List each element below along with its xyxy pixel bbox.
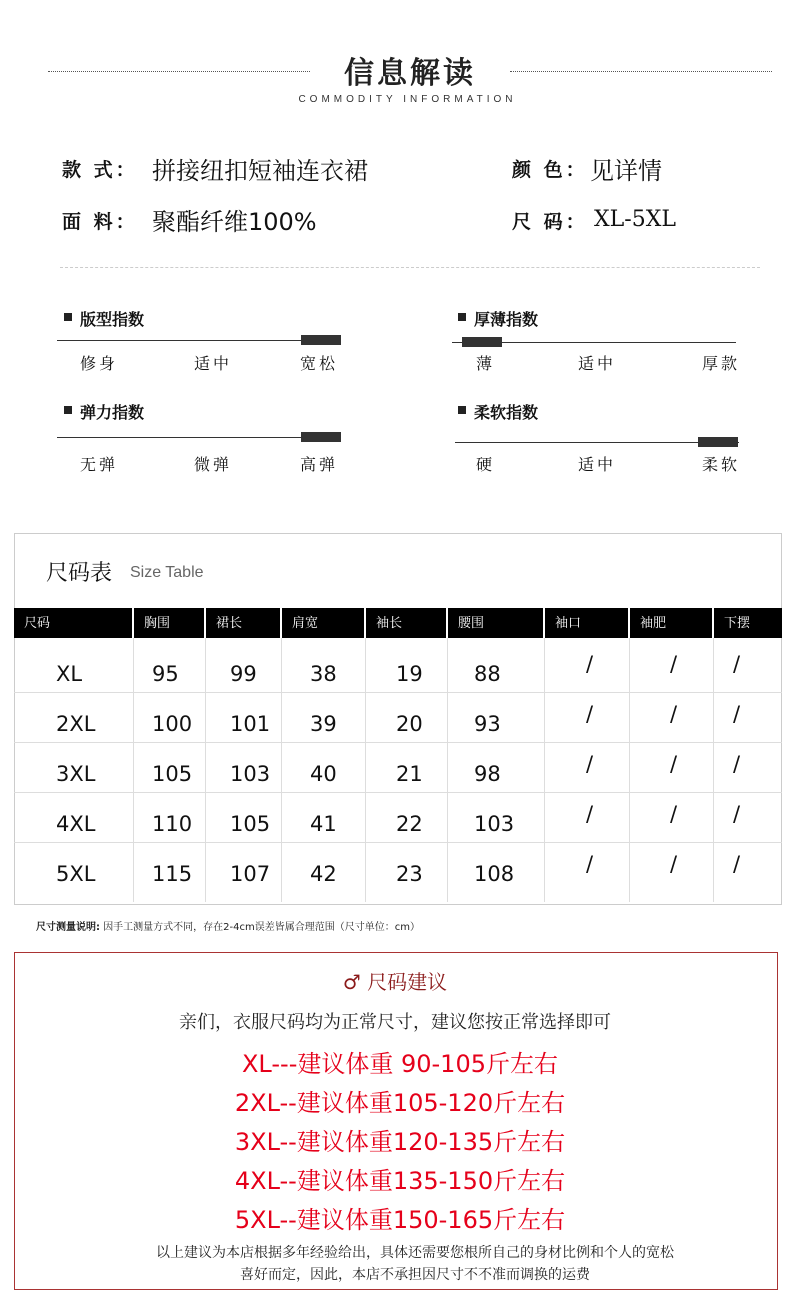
table-cell-size: 4XL	[56, 812, 96, 836]
fit-label-mid: 适中	[194, 354, 233, 373]
elasticity-label-mid: 微弹	[194, 455, 233, 474]
table-cell-shoulder: 42	[310, 862, 337, 886]
table-cell-hem: /	[733, 752, 741, 776]
table-cell-chest: 95	[152, 662, 179, 686]
bullet-square-icon	[458, 406, 466, 414]
table-cell-sleeve: 20	[396, 712, 423, 736]
table-cell-sleeve: 21	[396, 762, 423, 786]
size-advice-row: 5XL--建议体重150-165斤左右	[234, 1206, 566, 1234]
elasticity-index-scale	[57, 437, 341, 438]
bullet-square-icon	[64, 313, 72, 321]
softness-label-high: 柔软	[702, 455, 741, 474]
softness-index-scale	[455, 442, 739, 443]
table-cell-cuff: /	[586, 852, 594, 876]
elasticity-label-high: 高弹	[300, 455, 339, 474]
info-divider	[60, 267, 760, 268]
column-divider	[133, 638, 134, 902]
column-header-size: 尺码	[14, 608, 132, 638]
column-divider	[205, 638, 206, 902]
table-cell-waist: 88	[474, 662, 501, 686]
row-divider	[14, 792, 782, 793]
table-cell-sleeve-width: /	[670, 702, 678, 726]
fabric-value: 聚酯纤维100%	[152, 208, 317, 236]
table-cell-chest: 100	[152, 712, 193, 736]
table-cell-chest: 105	[152, 762, 193, 786]
softness-label-mid: 适中	[578, 455, 617, 474]
softness-index-marker	[698, 437, 738, 447]
column-divider	[365, 638, 366, 902]
softness-label-low: 硬	[476, 455, 496, 474]
table-cell-shoulder: 39	[310, 712, 337, 736]
fit-index-title	[64, 307, 144, 330]
size-advice-panel	[14, 952, 778, 1290]
table-cell-sleeve: 23	[396, 862, 423, 886]
fit-index-marker	[301, 335, 341, 345]
row-divider	[14, 742, 782, 743]
size-advice-heading	[0, 966, 790, 995]
elasticity-index-title	[64, 400, 144, 423]
style-label: 款 式：	[62, 159, 138, 181]
thickness-label-high: 厚款	[702, 354, 741, 373]
table-cell-sleeve-width: /	[670, 652, 678, 676]
table-cell-sleeve-width: /	[670, 802, 678, 826]
elasticity-index-marker	[301, 432, 341, 442]
table-cell-length: 103	[230, 762, 271, 786]
size-advice-intro: 亲们，衣服尺码均为正常尺寸，建议您按正常选择即可	[179, 1012, 611, 1033]
table-cell-sleeve: 19	[396, 662, 423, 686]
size-advice-footer-1: 以上建议为本店根据多年经验给出，具体还需要您根所自己的身材比例和个人的宽松	[156, 1245, 674, 1261]
table-cell-length: 99	[230, 662, 257, 686]
table-cell-hem: /	[733, 802, 741, 826]
column-header-shoulder: 肩宽	[282, 608, 364, 638]
table-cell-hem: /	[733, 652, 741, 676]
row-divider	[14, 842, 782, 843]
table-cell-waist: 103	[474, 812, 515, 836]
column-header-sleeve-width: 袖肥	[630, 608, 712, 638]
row-divider	[14, 692, 782, 693]
color-value: 见详情	[590, 157, 662, 185]
table-cell-waist: 108	[474, 862, 515, 886]
table-cell-size: 3XL	[56, 762, 96, 786]
column-header-chest: 胸围	[134, 608, 204, 638]
table-cell-sleeve: 22	[396, 812, 423, 836]
thickness-label-mid: 适中	[578, 354, 617, 373]
fabric-label: 面 料：	[62, 211, 138, 233]
table-cell-shoulder: 38	[310, 662, 337, 686]
size-label: 尺 码：	[512, 211, 588, 233]
table-cell-hem: /	[733, 702, 741, 726]
section-title: 信息解读	[344, 56, 476, 91]
table-cell-sleeve-width: /	[670, 852, 678, 876]
table-cell-length: 107	[230, 862, 271, 886]
section-subtitle: COMMODITY INFORMATION	[298, 94, 517, 105]
column-header-hem: 下摆	[714, 608, 782, 638]
table-cell-cuff: /	[586, 652, 594, 676]
color-label: 颜 色：	[512, 159, 588, 181]
column-divider	[447, 638, 448, 902]
table-cell-shoulder: 41	[310, 812, 337, 836]
bullet-square-icon	[64, 406, 72, 414]
elasticity-label-low: 无弹	[80, 455, 119, 474]
table-cell-chest: 115	[152, 862, 193, 886]
fit-index-label: 版型指数	[80, 310, 145, 329]
column-header-waist: 腰围	[448, 608, 543, 638]
table-cell-chest: 110	[152, 812, 193, 836]
softness-index-title	[458, 400, 538, 423]
size-advice-footer-2: 喜好而定，因此，本店不承担因尺寸不不准而调换的运费	[240, 1267, 590, 1283]
table-cell-shoulder: 40	[310, 762, 337, 786]
column-divider	[629, 638, 630, 902]
table-cell-size: XL	[56, 662, 83, 686]
thickness-index-label: 厚薄指数	[474, 310, 539, 329]
softness-index-label: 柔软指数	[474, 403, 539, 422]
thickness-index-title	[458, 307, 538, 330]
column-divider	[544, 638, 545, 902]
table-cell-waist: 93	[474, 712, 501, 736]
fit-label-low: 修身	[80, 354, 119, 373]
thickness-index-marker	[462, 337, 502, 347]
table-cell-size: 5XL	[56, 862, 96, 886]
column-header-sleeve: 袖长	[366, 608, 446, 638]
column-header-cuff: 袖口	[545, 608, 628, 638]
table-cell-length: 101	[230, 712, 271, 736]
measurement-note-text: 因手工测量方式不同，存在2-4cm误差皆属合理范围（尺寸单位：cm）	[103, 922, 420, 933]
thickness-label-low: 薄	[476, 354, 496, 373]
column-divider	[281, 638, 282, 902]
size-value: XL-5XL	[594, 207, 676, 232]
table-cell-cuff: /	[586, 702, 594, 726]
size-advice-row: XL---建议体重 90-105斤左右	[241, 1050, 558, 1078]
measurement-note-label: 尺寸测量说明:	[36, 922, 100, 933]
table-cell-hem: /	[733, 852, 741, 876]
table-cell-length: 105	[230, 812, 271, 836]
fit-index-scale	[57, 340, 341, 341]
size-advice-title: 尺码建议	[367, 970, 448, 994]
table-cell-cuff: /	[586, 802, 594, 826]
size-table-title: 尺码表	[46, 561, 113, 586]
bullet-square-icon	[458, 313, 466, 321]
table-cell-waist: 98	[474, 762, 501, 786]
table-cell-size: 2XL	[56, 712, 96, 736]
table-cell-cuff: /	[586, 752, 594, 776]
size-table-title-en: Size Table	[130, 564, 204, 581]
fit-label-high: 宽松	[300, 354, 339, 373]
column-header-length: 裙长	[206, 608, 280, 638]
column-divider	[713, 638, 714, 902]
size-advice-row: 4XL--建议体重135-150斤左右	[234, 1167, 566, 1195]
size-advice-row: 3XL--建议体重120-135斤左右	[234, 1128, 566, 1156]
style-value: 拼接纽扣短袖连衣裙	[152, 157, 368, 185]
size-advice-row: 2XL--建议体重105-120斤左右	[234, 1089, 566, 1117]
elasticity-index-label: 弹力指数	[80, 403, 145, 422]
measurement-note	[36, 918, 420, 933]
male-symbol-icon: ♂	[342, 970, 361, 994]
table-cell-sleeve-width: /	[670, 752, 678, 776]
